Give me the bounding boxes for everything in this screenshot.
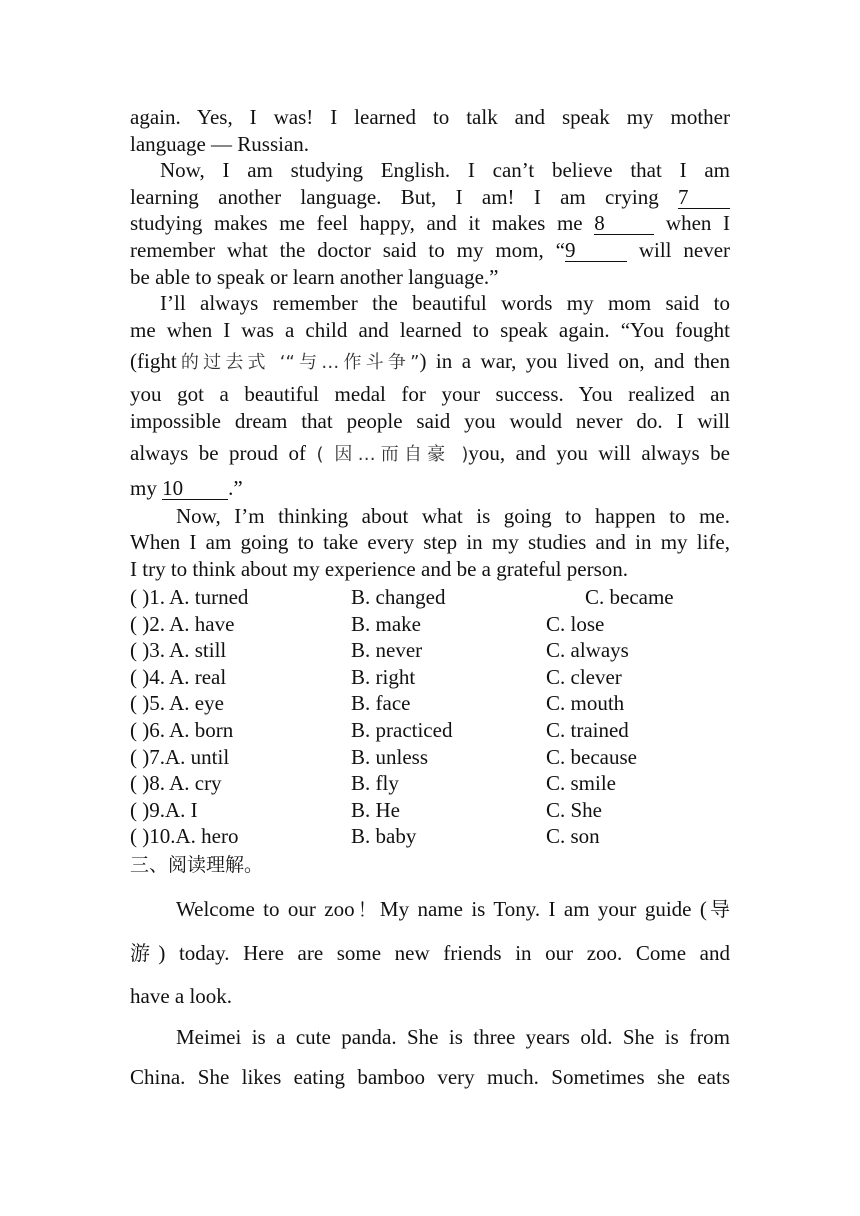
reading-passage — [130, 888, 730, 1099]
worksheet-page: again. Yes, I was! I learned to talk and speak my mother language — Russian. Now, I am studying English. I can’t believe that I am learning another language. But, I am! I am crying 7 studying makes me feel happy, and it makes me 8 when I remember what the doctor said to my mom, “9 will never be able to speak or learn another language.” I’ll always remember the beautiful words my mom said to me when I was a child and learned to speak again. “You fought (fight的过去式 ‘“与…作斗争”) in a war, you lived on, and then you got a beautiful medal for your success. You realized an impossible dream that people said you would never do. I will always be proud of ( 因…而自豪 )you, and you will always be my 10 .” Now, I’m thinking about what is going to happen to me. When I am going to take every step in my studies and in my life, I try to think about my experience and be a grateful person. ( )1. A. turned B. changed C. became ( )2. A. have B. make C. lose ( )3. A. still B. never C. always ( )4. A. real B. right C. clever ( )5. A. eye B. face C. mouth ( )6. A. born B. practiced C. trained ( )7.A. until B. unless C. because ( )8. A. cry B. fly C. smile ( )9.A. I B. He C. She ( )10.A. hero B. baby C. son 三、阅读理解。 Welcome to our zoo！My name is Tony. I am your guide (导 游) today. Here are some new friends in our zoo. Come and have a look. Meimei is a cute panda. She is three years old. She is from China. She likes eating bamboo very much. Sometimes she eats — [0, 0, 860, 1216]
reading-line: Meimei is a cute panda. She is three years old. She is from — [176, 1025, 730, 1049]
chinese-annotation: ( 因…而自豪 ) — [316, 443, 469, 465]
passage-line: I’ll always remember the beautiful words my mom said to — [160, 291, 730, 316]
passage-line: be able to speak or learn another language.” — [130, 264, 499, 289]
passage-line: my 10 .” — [130, 475, 243, 500]
cloze-passage — [130, 104, 730, 582]
passage-line: always be proud of ( 因…而自豪 )you, and you will always be — [130, 440, 730, 465]
blank-8: 8 — [594, 212, 654, 235]
passage-line: I try to think about my experience and be a grateful person. — [130, 556, 628, 581]
passage-line: remember what the doctor said to my mom, “9 will never — [130, 237, 731, 262]
passage-line: Now, I’m thinking about what is going to happen to me. — [176, 503, 730, 528]
chinese-annotation: 的过去式 ‘“与…作斗争” — [176, 352, 420, 374]
reading-line: Welcome to our zoo！My name is Tony. I am your guide (导 — [176, 897, 731, 921]
blank-9: 9 — [565, 239, 627, 262]
reading-line: 游) today. Here are some new friends in our zoo. Come and — [130, 941, 730, 965]
passage-line: language — Russian. — [130, 131, 310, 156]
passage-line: (fight的过去式 ‘“与…作斗争”) in a war, you lived on, and then — [130, 349, 730, 374]
passage-line: again. Yes, I was! I learned to talk and speak my mother — [130, 105, 730, 129]
passage-line: me when I was a child and learned to speak again. “You fought — [130, 317, 730, 342]
passage-line: you got a beautiful medal for your success. You realized an — [130, 382, 730, 407]
blank-7: 7 — [678, 186, 730, 209]
blank-10: 10 — [162, 477, 228, 500]
passage-line: learning another language. But, I am! I am crying 7 — [130, 184, 730, 211]
passage-line: studying makes me feel happy, and it makes me 8 when I — [130, 211, 731, 236]
section-heading: 三、阅读理解。 — [130, 854, 264, 876]
passage-line: Now, I am studying English. I can’t believe that I am — [160, 158, 730, 183]
passage-line: impossible dream that people said you would never do. I will — [130, 408, 730, 433]
passage-line: When I am going to take every step in my studies and in my life, — [130, 530, 730, 555]
reading-line: China. She likes eating bamboo very much. Sometimes she eats — [130, 1065, 730, 1089]
reading-line: have a look. — [130, 984, 233, 1008]
